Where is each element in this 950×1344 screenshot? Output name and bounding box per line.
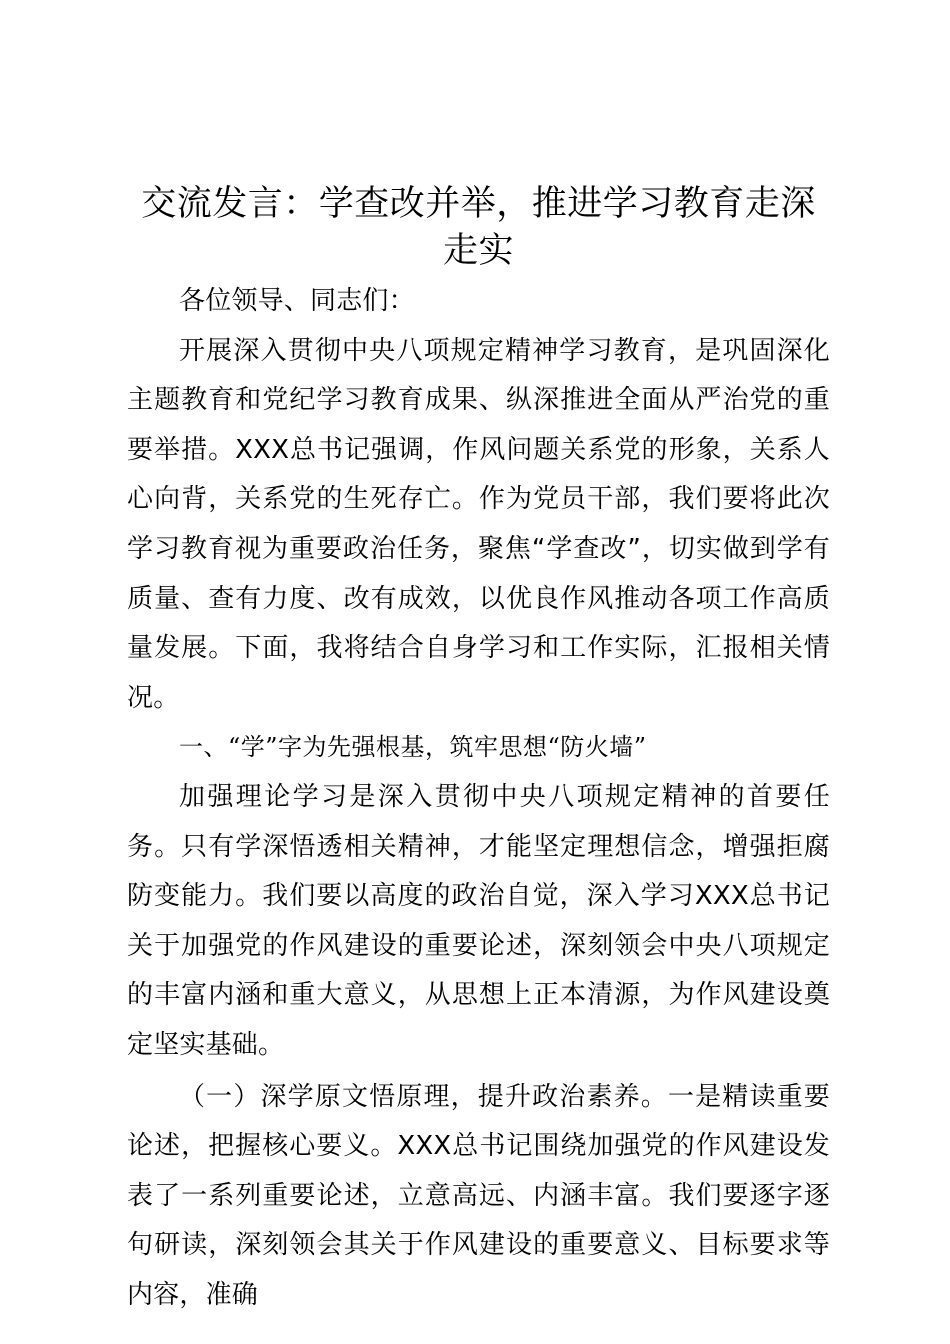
section-heading-1: 一、“学”字为先强根基，筑牢思想“防火墙” [179, 733, 647, 762]
document-title: 交流发言：学查改并举，推进学习教育走深走实 [141, 184, 816, 271]
greeting: 各位领导、同志们： [179, 286, 415, 316]
paragraph-section-1: 加强理论学习是深入贯彻中央八项规定精神的首要任务。只有学深悟透相关精神，才能坚定理想信念，增强拒腐防变能力。我们要以高度的政治自觉，深入学习XXX总书记关于加强党的作风建设的重要论述，深刻领会中央八项规定的丰富内涵和重大意义，从思想上正本清源，为作风建设奠定坚实基础。 [127, 781, 830, 1060]
document-page [127, 181, 830, 1320]
paragraph-subsection-1: （一）深学原文悟原理，提升政治素养。一是精读重要论述，把握核心要义。XXX总书记围绕加强党的作风建设发表了一系列重要论述，立意高远、内涵丰富。我们要逐字逐句研读，深刻领会其关于作风建设的重要意义、目标要求等内容，准确 [127, 1081, 830, 1310]
paragraph-intro: 开展深入贯彻中央八项规定精神学习教育，是巩固深化主题教育和党纪学习教育成果、纵深推进全面从严治党的重要举措。XXX总书记强调，作风问题关系党的形象，关系人心向背，关系党的生死存亡。作为党员干部，我们要将此次学习教育视为重要政治任务，聚焦“学查改”，切实做到学有质量、查有力度、改有成效，以优良作风推动各项工作高质量发展。下面，我将结合自身学习和工作实际，汇报相关情况。 [127, 335, 830, 713]
